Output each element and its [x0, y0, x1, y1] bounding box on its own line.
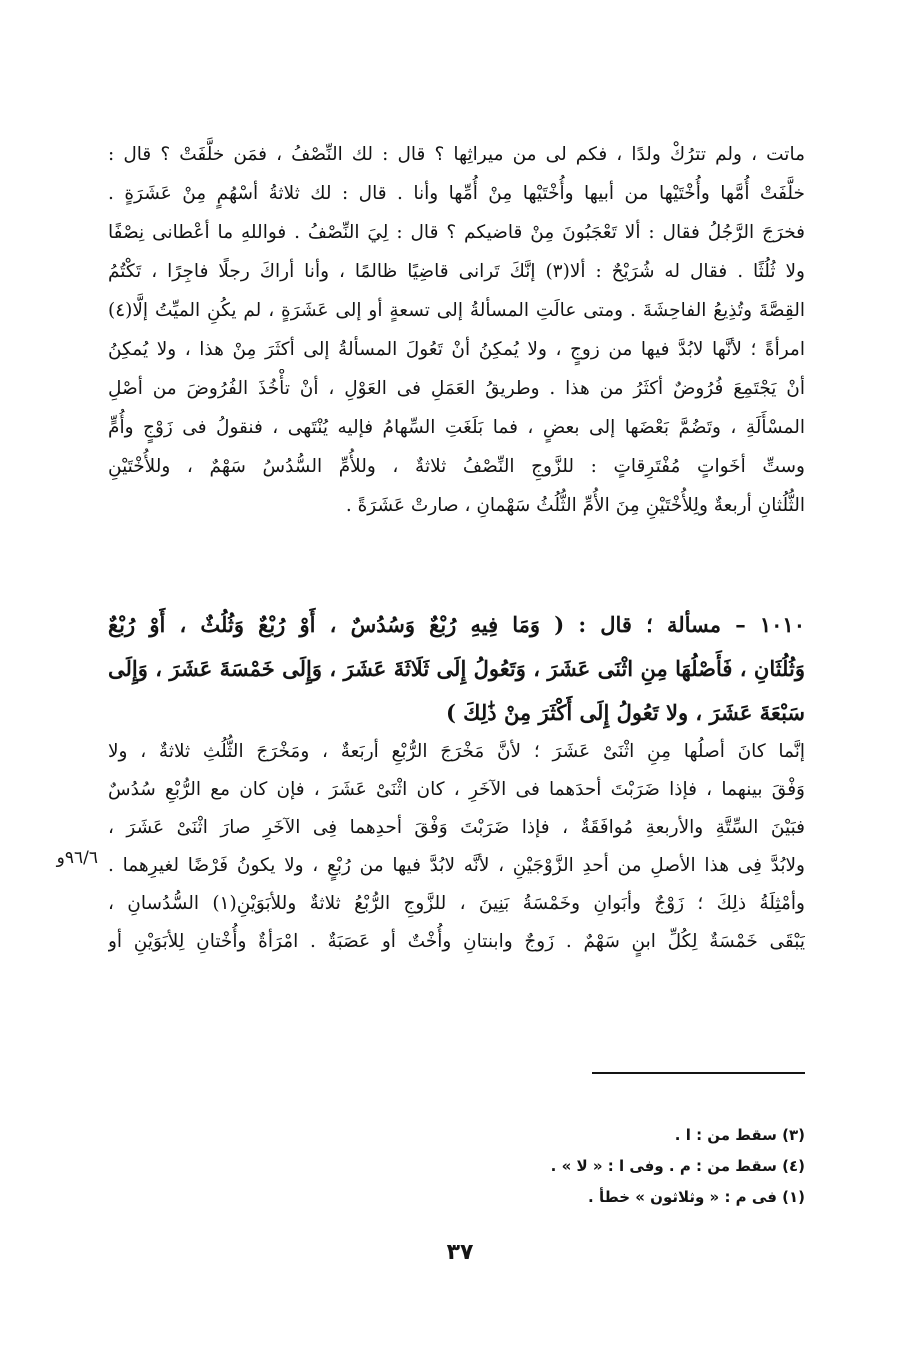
text-line: فبَيْنَ السِّتَّةِ والأربعةِ مُوافَقَةٌ ، فإذا ضَرَبْتَ وَفْقَ أحدِهما فِى الآخَرِ صارَ اثْنَىْ عَشَرَ ،	[108, 817, 805, 838]
text-line: خلَّفَتْ أُمَّها وأُخْتَيْها من أبيها وأُخْتَيْها مِنْ أُمِّها وأنا . قال : لك ثلاثةُ أسْهُمٍ مِنْ عَشَرَةٍ .	[108, 183, 805, 204]
text-line: فخرَجَ الرَّجُلُ فقال : ألا تَعْجَبُونَ مِنْ قاضيكم ؟ قال : لِيَ النِّصْفُ . فواللهِ ما أعْطانى نِصْفًا	[108, 222, 805, 243]
text-line: وَثُلُثَانِ ، فَأَصْلُهَا مِنِ اثْنَى عَشَرَ ، وَتَعُولُ إِلَى ثَلَاثَةَ عَشَرَ ، وَإِلَى خَمْسَةَ عَشَرَ ، وَإِلَى	[108, 656, 805, 681]
text-line: وأمْثِلَةُ ذلِكَ ؛ زَوْجٌ وأبَوانِ وخَمْسَةُ بَنِينَ ، للزَّوجِ الرُّبْعُ ثلاثةٌ وللأبَوَيْنِ(١) السُّدُسانِ ،	[108, 893, 805, 914]
text-line: سَبْعَةَ عَشَرَ ، ولا تَعُولُ إِلَى أَكْثَرَ مِنْ ذَٰلِكَ )	[445, 700, 805, 725]
margin-folio-reference: ٩٦/٦و	[56, 848, 98, 868]
page-number: ٣٧	[446, 1240, 474, 1265]
text-line: إنَّما كانَ أصلُها مِنِ اثْنَىْ عَشَرَ ؛ لأنَّ مَخْرَجَ الرُّبْعِ أربَعةٌ ، ومَخْرَجَ الثُّلُثِ ثلاثةٌ ، ولا	[108, 741, 805, 762]
footnote: (٣) سقط من : ا .	[674, 1126, 805, 1144]
paragraph-1	[108, 135, 805, 525]
text-line: المسْأَلَةِ ، وتَضُمَّ بَعْضَها إلى بعضٍ ، فما بَلَغَتِ السِّهامُ فإليه يُنْتَهى ، فنقولُ فى زَوْجٍ وأُمٍّ	[108, 417, 805, 438]
text-line: ١٠١٠ – مسألة ؛ قال : ( وَمَا فِيهِ رُبْعٌ وَسُدُسٌ ، أَوْ رُبْعٌ وَثُلُثٌ ، أَوْ رُبْعٌ	[108, 612, 805, 637]
text-line: القِصَّةَ وتُذِيعُ الفاحِشَةَ . ومتى عالَتِ المسألةُ إلى تسعةٍ أو إلى عَشَرَةٍ ، لم يكُنِ الميِّتُ إلَّا(٤)	[108, 300, 805, 321]
text-line: الثُّلُثانِ أربعةٌ ولِلأُخْتَيْنِ مِنَ الأُمِّ الثُّلُثُ سَهْمانِ ، صارتْ عَشَرَةً .	[345, 495, 805, 516]
text-line: أنْ يَجْتَمِعَ فُرُوضٌ أكثَرُ من هذا . وطريقُ العَمَلِ فى العَوْلِ ، أنْ تأْخُذَ الفُرُوضَ من أصْلِ	[108, 378, 805, 399]
footnote: (٤) سقط من : م . وفى ا : « لا » .	[550, 1157, 805, 1175]
footnotes	[300, 1120, 805, 1213]
paragraph-3	[108, 733, 805, 961]
text-line: وَفْقَ بينهما ، فإذا ضَرَبْتَ أحدَهما فى الآخَرِ ، كان اثْنَىْ عَشَرَ ، فإن كان مع الرُّبْعِ سُدُسٌ	[108, 779, 805, 800]
text-line: امرأةً ؛ لأنَّها لابُدَّ فيها من زوجٍ ، ولا يُمكِنُ أنْ تَعُولَ المسألةُ إلى أكثَرَ مِنْ هذا ، ولا يُمكِنُ	[108, 339, 805, 360]
footnote-separator	[592, 1072, 805, 1074]
text-line: ولابُدَّ فِى هذا الأصلِ من أحدِ الزَّوْجَيْنِ ، لأنَّه لابُدَّ فيها من رُبْعٍ ، ولا يكونُ فَرْضًا لغيرِهما .	[108, 855, 805, 876]
paragraph-2-heading	[108, 603, 805, 735]
text-line: ماتت ، ولم تترُكْ ولدًا ، فكم لى من ميراثِها ؟ قال : لك النِّصْفُ ، فمَن خلَّفَتْ ؟ قال :	[108, 144, 805, 165]
text-line: وستِّ أخَواتٍ مُفْتَرِقاتٍ : للزَّوجِ النِّصْفُ ثلاثةٌ ، وللأُمِّ السُّدُسُ سَهْمٌ ، وللأُخْتَيْنِ	[108, 456, 805, 477]
footnote: (١) فى م : « وثلاثون » خطأ .	[588, 1188, 805, 1206]
text-line: ولا ثُلُثًا . فقال له شُرَيْحٌ : ألا(٣) إنَّكَ تَرانى قاضِيًا ظالمًا ، وأنا أراكَ رجلًا فاجِرًا ، تَكْتُمُ	[108, 261, 805, 282]
text-line: يَبْقَى خَمْسَةٌ لِكُلِّ ابنٍ سَهْمٌ . زَوجٌ وابنتانِ وأُخْتٌ أو عَصَبَةٌ . امْرَأةٌ وأُخْتانِ لِلأبَوَيْنِ أو	[108, 931, 805, 952]
